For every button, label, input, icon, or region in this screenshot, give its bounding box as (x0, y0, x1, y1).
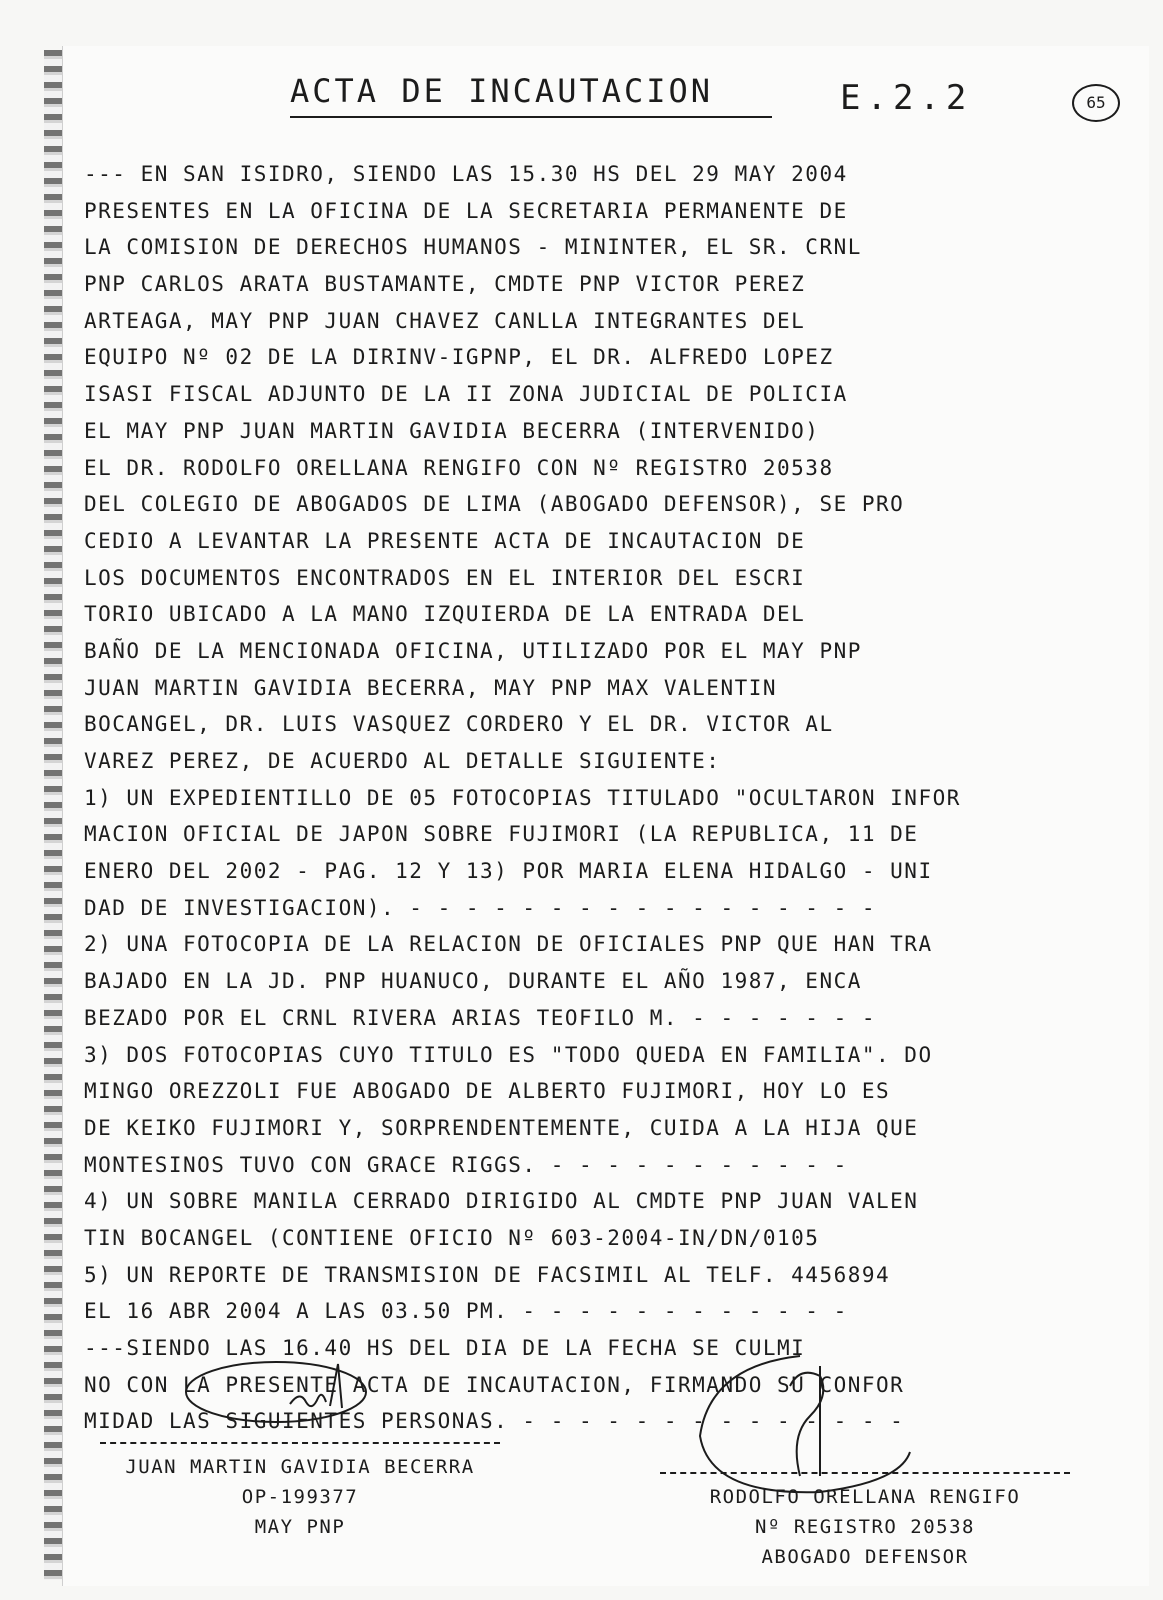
signature-block-left (100, 1442, 500, 1542)
body-line: 1) UN EXPEDIENTILLO DE 05 FOTOCOPIAS TITULADO "OCULTARON INFOR (84, 785, 961, 810)
body-line: ---SIENDO LAS 16.40 HS DEL DIA DE LA FECHA SE CULMI (84, 1336, 806, 1360)
body-line: TORIO UBICADO A LA MANO IZQUIERDA DE LA ENTRADA DEL (84, 602, 806, 627)
signer-name-left: JUAN MARTIN GAVIDIA BECERRA (125, 1456, 475, 1478)
body-line: TIN BOCANGEL (CONTIENE OFICIO Nº 603-2004-IN/DN/0105 (84, 1225, 820, 1250)
body-line: CEDIO A LEVANTAR LA PRESENTE ACTA DE INCAUTACION DE (84, 528, 806, 553)
body-line: BEZADO POR EL CRNL RIVERA ARIAS TEOFILO M. - - - - - - - (84, 1005, 877, 1030)
body-line: 4) UN SOBRE MANILA CERRADO DIRIGIDO AL CMDTE PNP JUAN VALEN (84, 1189, 919, 1214)
document-title: ACTA DE INCAUTACION (290, 72, 772, 118)
body-line: MINGO OREZZOLI FUE ABOGADO DE ALBERTO FUJIMORI, HOY LO ES (84, 1079, 891, 1104)
document-code: E.2.2 (840, 78, 973, 118)
body-line: ARTEAGA, MAY PNP JUAN CHAVEZ CANLLA INTEGRANTES DEL (84, 308, 806, 333)
body-line: MIDAD LAS SIGUIENTES PERSONAS. - - - - - - - - - - - - - - (84, 1409, 905, 1434)
body-line: MONTESINOS TUVO CON GRACE RIGGS. - - - - - - - - - - - (84, 1152, 848, 1177)
body-line: 2) UNA FOTOCOPIA DE LA RELACION DE OFICIALES PNP QUE HAN TRA (84, 932, 933, 957)
body-line: EL DR. RODOLFO ORELLANA RENGIFO CON Nº REGISTRO 20538 (84, 455, 834, 480)
body-line: EL 16 ABR 2004 A LAS 03.50 PM. - - - - - - - - - - - - (84, 1299, 848, 1324)
signer-role-right: ABOGADO DEFENSOR (761, 1546, 969, 1568)
body-line: BAÑO DE LA MENCIONADA OFICINA, UTILIZADO POR EL MAY PNP (84, 638, 862, 663)
body-line: ISASI FISCAL ADJUNTO DE LA II ZONA JUDICIAL DE POLICIA (84, 382, 848, 407)
body-line: BOCANGEL, DR. LUIS VASQUEZ CORDERO Y EL DR. VICTOR AL (84, 712, 834, 737)
body-line: EQUIPO Nº 02 DE LA DIRINV-IGPNP, EL DR. ALFREDO LOPEZ (84, 345, 834, 370)
body-line: ENERO DEL 2002 - PAG. 12 Y 13) POR MARIA ELENA HIDALGO - UNI (84, 859, 933, 884)
body-line: DE KEIKO FUJIMORI Y, SORPRENDENTEMENTE, CUIDA A LA HIJA QUE (84, 1115, 919, 1140)
body-line: 3) DOS FOTOCOPIAS CUYO TITULO ES "TODO QUEDA EN FAMILIA". DO (84, 1042, 933, 1067)
signature-scribble-left (180, 1352, 380, 1432)
body-line: --- EN SAN ISIDRO, SIENDO LAS 15.30 HS DEL 29 MAY 2004 (84, 162, 848, 186)
signature-line-right (660, 1472, 1070, 1474)
body-line: DEL COLEGIO DE ABOGADOS DE LIMA (ABOGADO DEFENSOR), SE PRO (84, 492, 905, 517)
page-number: 65 (1072, 84, 1120, 122)
document-body (84, 156, 1104, 1440)
body-line: PNP CARLOS ARATA BUSTAMANTE, CMDTE PNP VICTOR PEREZ (84, 272, 806, 297)
body-line: NO CON LA PRESENTE ACTA DE INCAUTACION, FIRMANDO SU CONFOR (84, 1372, 905, 1397)
body-line: LOS DOCUMENTOS ENCONTRADOS EN EL INTERIOR DEL ESCRI (84, 565, 806, 590)
signer-id-left: OP-199377 (241, 1486, 359, 1508)
body-line: PRESENTES EN LA OFICINA DE LA SECRETARIA PERMANENTE DE (84, 198, 848, 223)
body-line: EL MAY PNP JUAN MARTIN GAVIDIA BECERRA (INTERVENIDO) (84, 418, 820, 443)
body-line: LA COMISION DE DERECHOS HUMANOS - MININTER, EL SR. CRNL (84, 235, 862, 260)
signature-block-right (660, 1472, 1070, 1572)
body-line: MACION OFICIAL DE JAPON SOBRE FUJIMORI (LA REPUBLICA, 11 DE (84, 822, 919, 847)
body-line: JUAN MARTIN GAVIDIA BECERRA, MAY PNP MAX VALENTIN (84, 675, 778, 700)
signature-line-left (100, 1442, 500, 1444)
signer-registry-right: Nº REGISTRO 20538 (755, 1516, 975, 1538)
signer-name-right: RODOLFO ORELLANA RENGIFO (709, 1486, 1021, 1508)
body-line: DAD DE INVESTIGACION). - - - - - - - - - - - - - - - - - (84, 895, 877, 920)
body-line: VAREZ PEREZ, DE ACUERDO AL DETALLE SIGUIENTE: (84, 749, 721, 773)
body-line: 5) UN REPORTE DE TRANSMISION DE FACSIMIL AL TELF. 4456894 (84, 1262, 891, 1287)
signer-rank-left: MAY PNP (254, 1516, 346, 1538)
body-line: BAJADO EN LA JD. PNP HUANUCO, DURANTE EL AÑO 1987, ENCA (84, 969, 862, 994)
